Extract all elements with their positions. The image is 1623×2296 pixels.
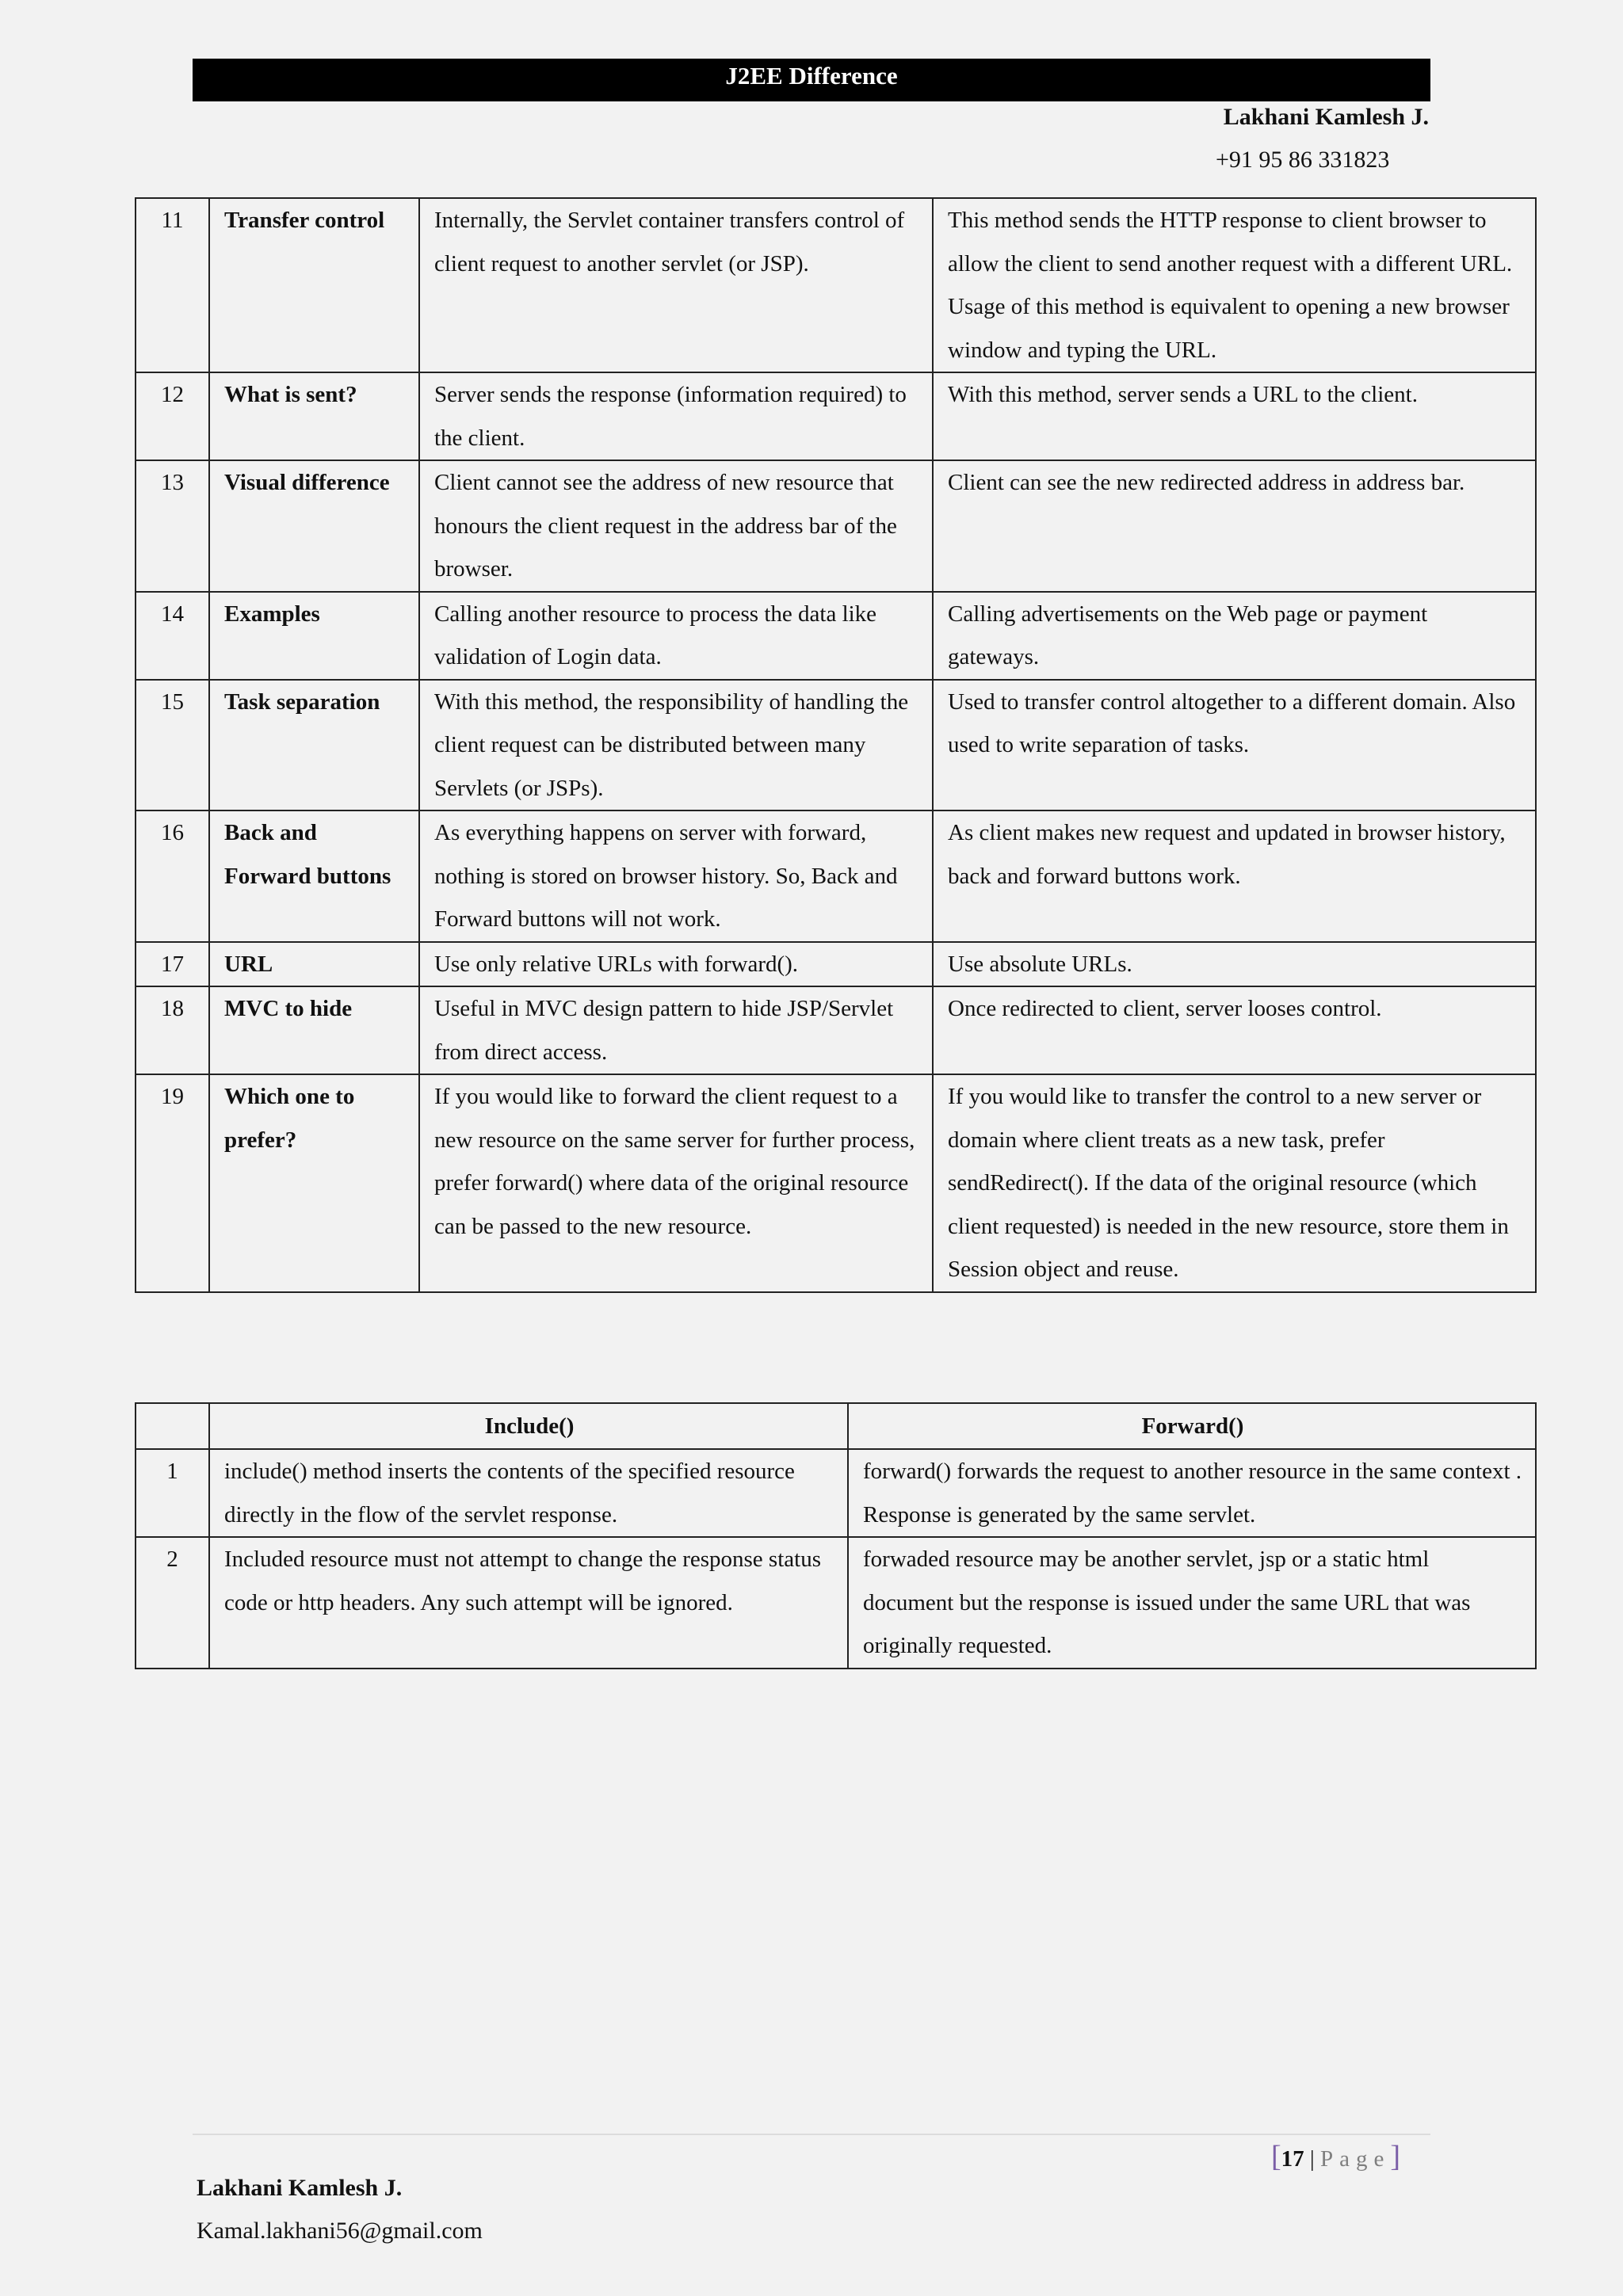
- row-redirect-text: Use absolute URLs.: [933, 942, 1536, 987]
- row-label: Which one to prefer?: [209, 1074, 419, 1292]
- footer-author: Lakhani Kamlesh J.: [197, 2175, 403, 2201]
- row-label: URL: [209, 942, 419, 987]
- row-label: Back and Forward buttons: [209, 810, 419, 942]
- row-forward-text: Server sends the response (information required) to the client.: [419, 372, 933, 460]
- row-label: Task separation: [209, 680, 419, 811]
- row-number: 11: [136, 198, 209, 372]
- header-number: [136, 1403, 209, 1449]
- row-label: MVC to hide: [209, 986, 419, 1074]
- page-number-value: 17: [1281, 2146, 1304, 2172]
- document-header-bar: [193, 59, 1430, 101]
- row-redirect-text: Used to transfer control altogether to a different domain. Also used to write separation of tasks.: [933, 680, 1536, 811]
- row-forward-text: Useful in MVC design pattern to hide JSP/Servlet from direct access.: [419, 986, 933, 1074]
- header-include: Include(): [209, 1403, 848, 1449]
- row-forward-text: As everything happens on server with forward, nothing is stored on browser history. So, Back and Forward buttons will not work.: [419, 810, 933, 942]
- row-number: 18: [136, 986, 209, 1074]
- page-separator: |: [1309, 2146, 1315, 2172]
- comparison-table-include-vs-forward: [135, 1402, 1537, 1669]
- table-row: [136, 1449, 1536, 1537]
- row-number: 16: [136, 810, 209, 942]
- table-row: [136, 680, 1536, 811]
- row-redirect-text: As client makes new request and updated in browser history, back and forward buttons work.: [933, 810, 1536, 942]
- row-label: Visual difference: [209, 460, 419, 592]
- row-number: 1: [136, 1449, 209, 1537]
- row-forward-text: forwaded resource may be another servlet, jsp or a static html document but the response is issued under the same URL that was originally requested.: [848, 1537, 1536, 1669]
- row-forward-text: Use only relative URLs with forward().: [419, 942, 933, 987]
- header-author: Lakhani Kamlesh J.: [1223, 104, 1429, 130]
- page-number: [1271, 2139, 1400, 2176]
- row-number: 15: [136, 680, 209, 811]
- row-redirect-text: Once redirected to client, server looses control.: [933, 986, 1536, 1074]
- row-redirect-text: Calling advertisements on the Web page or payment gateways.: [933, 592, 1536, 680]
- page-bracket-close: ]: [1390, 2140, 1400, 2173]
- comparison-table-forward-vs-redirect: [135, 197, 1537, 1293]
- row-number: 12: [136, 372, 209, 460]
- row-label: Examples: [209, 592, 419, 680]
- table-row: [136, 198, 1536, 372]
- page-label: Page: [1319, 2146, 1391, 2172]
- row-forward-text: Client cannot see the address of new resource that honours the client request in the address bar of the browser.: [419, 460, 933, 592]
- table-row: [136, 1074, 1536, 1292]
- row-redirect-text: With this method, server sends a URL to the client.: [933, 372, 1536, 460]
- row-label: Transfer control: [209, 198, 419, 372]
- row-number: 2: [136, 1537, 209, 1669]
- table-row: [136, 810, 1536, 942]
- row-number: 19: [136, 1074, 209, 1292]
- row-number: 14: [136, 592, 209, 680]
- row-redirect-text: This method sends the HTTP response to client browser to allow the client to send another request with a different URL. Usage of this method is equivalent to opening a new browser window and typing the URL.: [933, 198, 1536, 372]
- table-row: [136, 460, 1536, 592]
- row-forward-text: With this method, the responsibility of handling the client request can be distributed between many Servlets (or JSPs).: [419, 680, 933, 811]
- row-include-text: Included resource must not attempt to change the response status code or http headers. Any such attempt will be ignored.: [209, 1537, 848, 1669]
- table-row: [136, 942, 1536, 987]
- table-row: [136, 372, 1536, 460]
- header-forward: Forward(): [848, 1403, 1536, 1449]
- document-title: J2EE Difference: [725, 62, 898, 90]
- row-number: 17: [136, 942, 209, 987]
- row-number: 13: [136, 460, 209, 592]
- row-redirect-text: If you would like to transfer the control to a new server or domain where client treats as a new task, prefer sendRedirect(). If the data of the original resource (which client requested) is needed in the new resource, store them in Session object and reuse.: [933, 1074, 1536, 1292]
- table-row: [136, 986, 1536, 1074]
- row-label: What is sent?: [209, 372, 419, 460]
- row-forward-text: Calling another resource to process the data like validation of Login data.: [419, 592, 933, 680]
- row-forward-text: forward() forwards the request to another resource in the same context . Response is generated by the same servlet.: [848, 1449, 1536, 1537]
- header-phone: +91 95 86 331823: [1216, 147, 1390, 173]
- footer-divider: [193, 2134, 1430, 2135]
- row-include-text: include() method inserts the contents of the specified resource directly in the flow of the servlet response.: [209, 1449, 848, 1537]
- row-forward-text: If you would like to forward the client request to a new resource on the same server for further process, prefer forward() where data of the original resource can be passed to the new resource.: [419, 1074, 933, 1292]
- table-row: [136, 1537, 1536, 1669]
- row-redirect-text: Client can see the new redirected address in address bar.: [933, 460, 1536, 592]
- footer-email: Kamal.lakhani56@gmail.com: [197, 2218, 483, 2244]
- row-forward-text: Internally, the Servlet container transfers control of client request to another servlet (or JSP).: [419, 198, 933, 372]
- table-header-row: [136, 1403, 1536, 1449]
- page-bracket-open: [: [1271, 2140, 1281, 2173]
- table-row: [136, 592, 1536, 680]
